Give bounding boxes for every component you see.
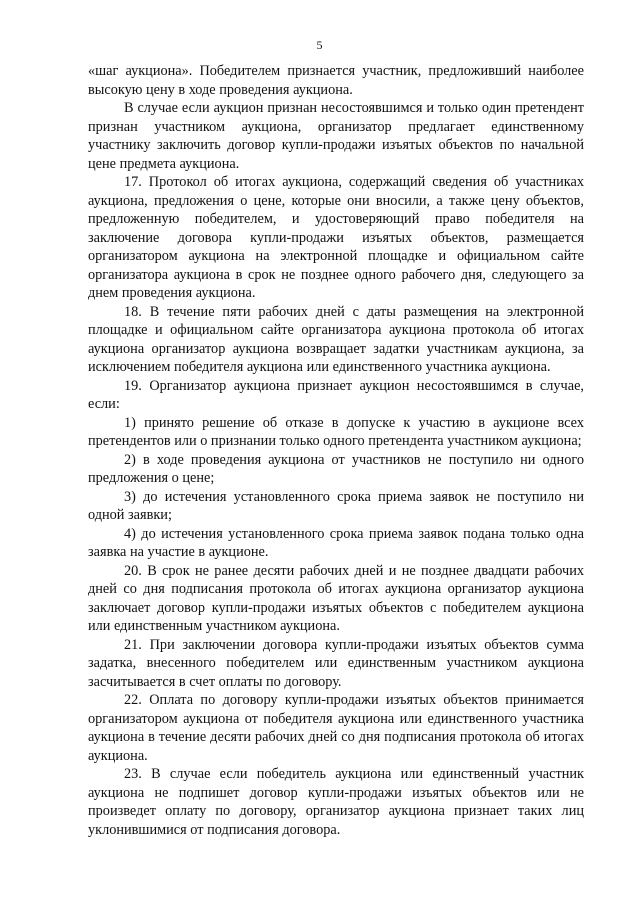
paragraph-23-evasion: 23. В случае если победитель аукциона или единственный участник аукциона не подпишет договор купли-продажи изъятых объектов или не произведет оплату по договору, организатор аукциона признает таких лиц уклонившимися от подписания договора. xyxy=(88,766,584,838)
document-body xyxy=(88,62,584,839)
paragraph-18-deposit-return: 18. В течение пяти рабочих дней с даты размещения на электронной площадке и официальном сайте организатора аукциона протокола об итогах аукциона организатор аукциона возвращает задатки участникам аукциона, за исключением победителя аукциона или единственного участника аукциона. xyxy=(88,303,584,375)
paragraph-22-payment: 22. Оплата по договору купли-продажи изъятых объектов принимается организатором аукциона от победителя аукциона или единственного участника аукциона в течение десяти рабочих дней со дня подписания протокола об итогах аукциона. xyxy=(88,692,584,764)
list-item-2: 2) в ходе проведения аукциона от участников не поступило ни одного предложения о цене; xyxy=(88,451,584,486)
paragraph-17-protocol: 17. Протокол об итогах аукциона, содержащий сведения об участниках аукциона, предложения о цене, которые они вносили, а также цену объектов, предложенную победителем, и удостоверяющий право победителя на заключение договора купли-продажи изъятых объектов, размещается организатором аукциона на электронной площадке и официальном сайте организатора аукциона в срок не позднее одного рабочего дня, следующего за днем проведения аукциона. xyxy=(88,174,584,301)
paragraph-auction-step-continuation: «шаг аукциона». Победителем признается участник, предложивший наиболее высокую цену в ходе проведения аукциона. xyxy=(88,63,584,98)
list-item-3: 3) до истечения установленного срока приема заявок не поступило ни одной заявки; xyxy=(88,488,584,523)
paragraph-20-contract-signing: 20. В срок не ранее десяти рабочих дней и не позднее двадцати рабочих дней со дня подписания протокола об итогах аукциона организатор аукциона заключает договор купли-продажи изъятых объектов с победителем аукциона или единственным участником аукциона. xyxy=(88,562,584,634)
paragraph-21-deposit-credit: 21. При заключении договора купли-продажи изъятых объектов сумма задатка, внесенного победителем или единственным участником аукциона засчитывается в счет оплаты по договору. xyxy=(88,636,584,690)
paragraph-19-failed-auction: 19. Организатор аукциона признает аукцион несостоявшимся в случае, если: xyxy=(88,377,584,412)
paragraph-single-participant: В случае если аукцион признан несостоявшимся и только один претендент признан участником аукциона, организатор предлагает единственному участнику заключить договор купли-продажи изъятых объектов по начальной цене предмета аукциона. xyxy=(88,100,584,172)
page-number: 5 xyxy=(316,38,323,52)
list-item-4: 4) до истечения установленного срока приема заявок подана только одна заявка на участие в аукционе. xyxy=(88,525,584,560)
list-item-1: 1) принято решение об отказе в допуске к участию в аукционе всех претендентов или о признании только одного претендента участником аукциона; xyxy=(88,414,584,449)
